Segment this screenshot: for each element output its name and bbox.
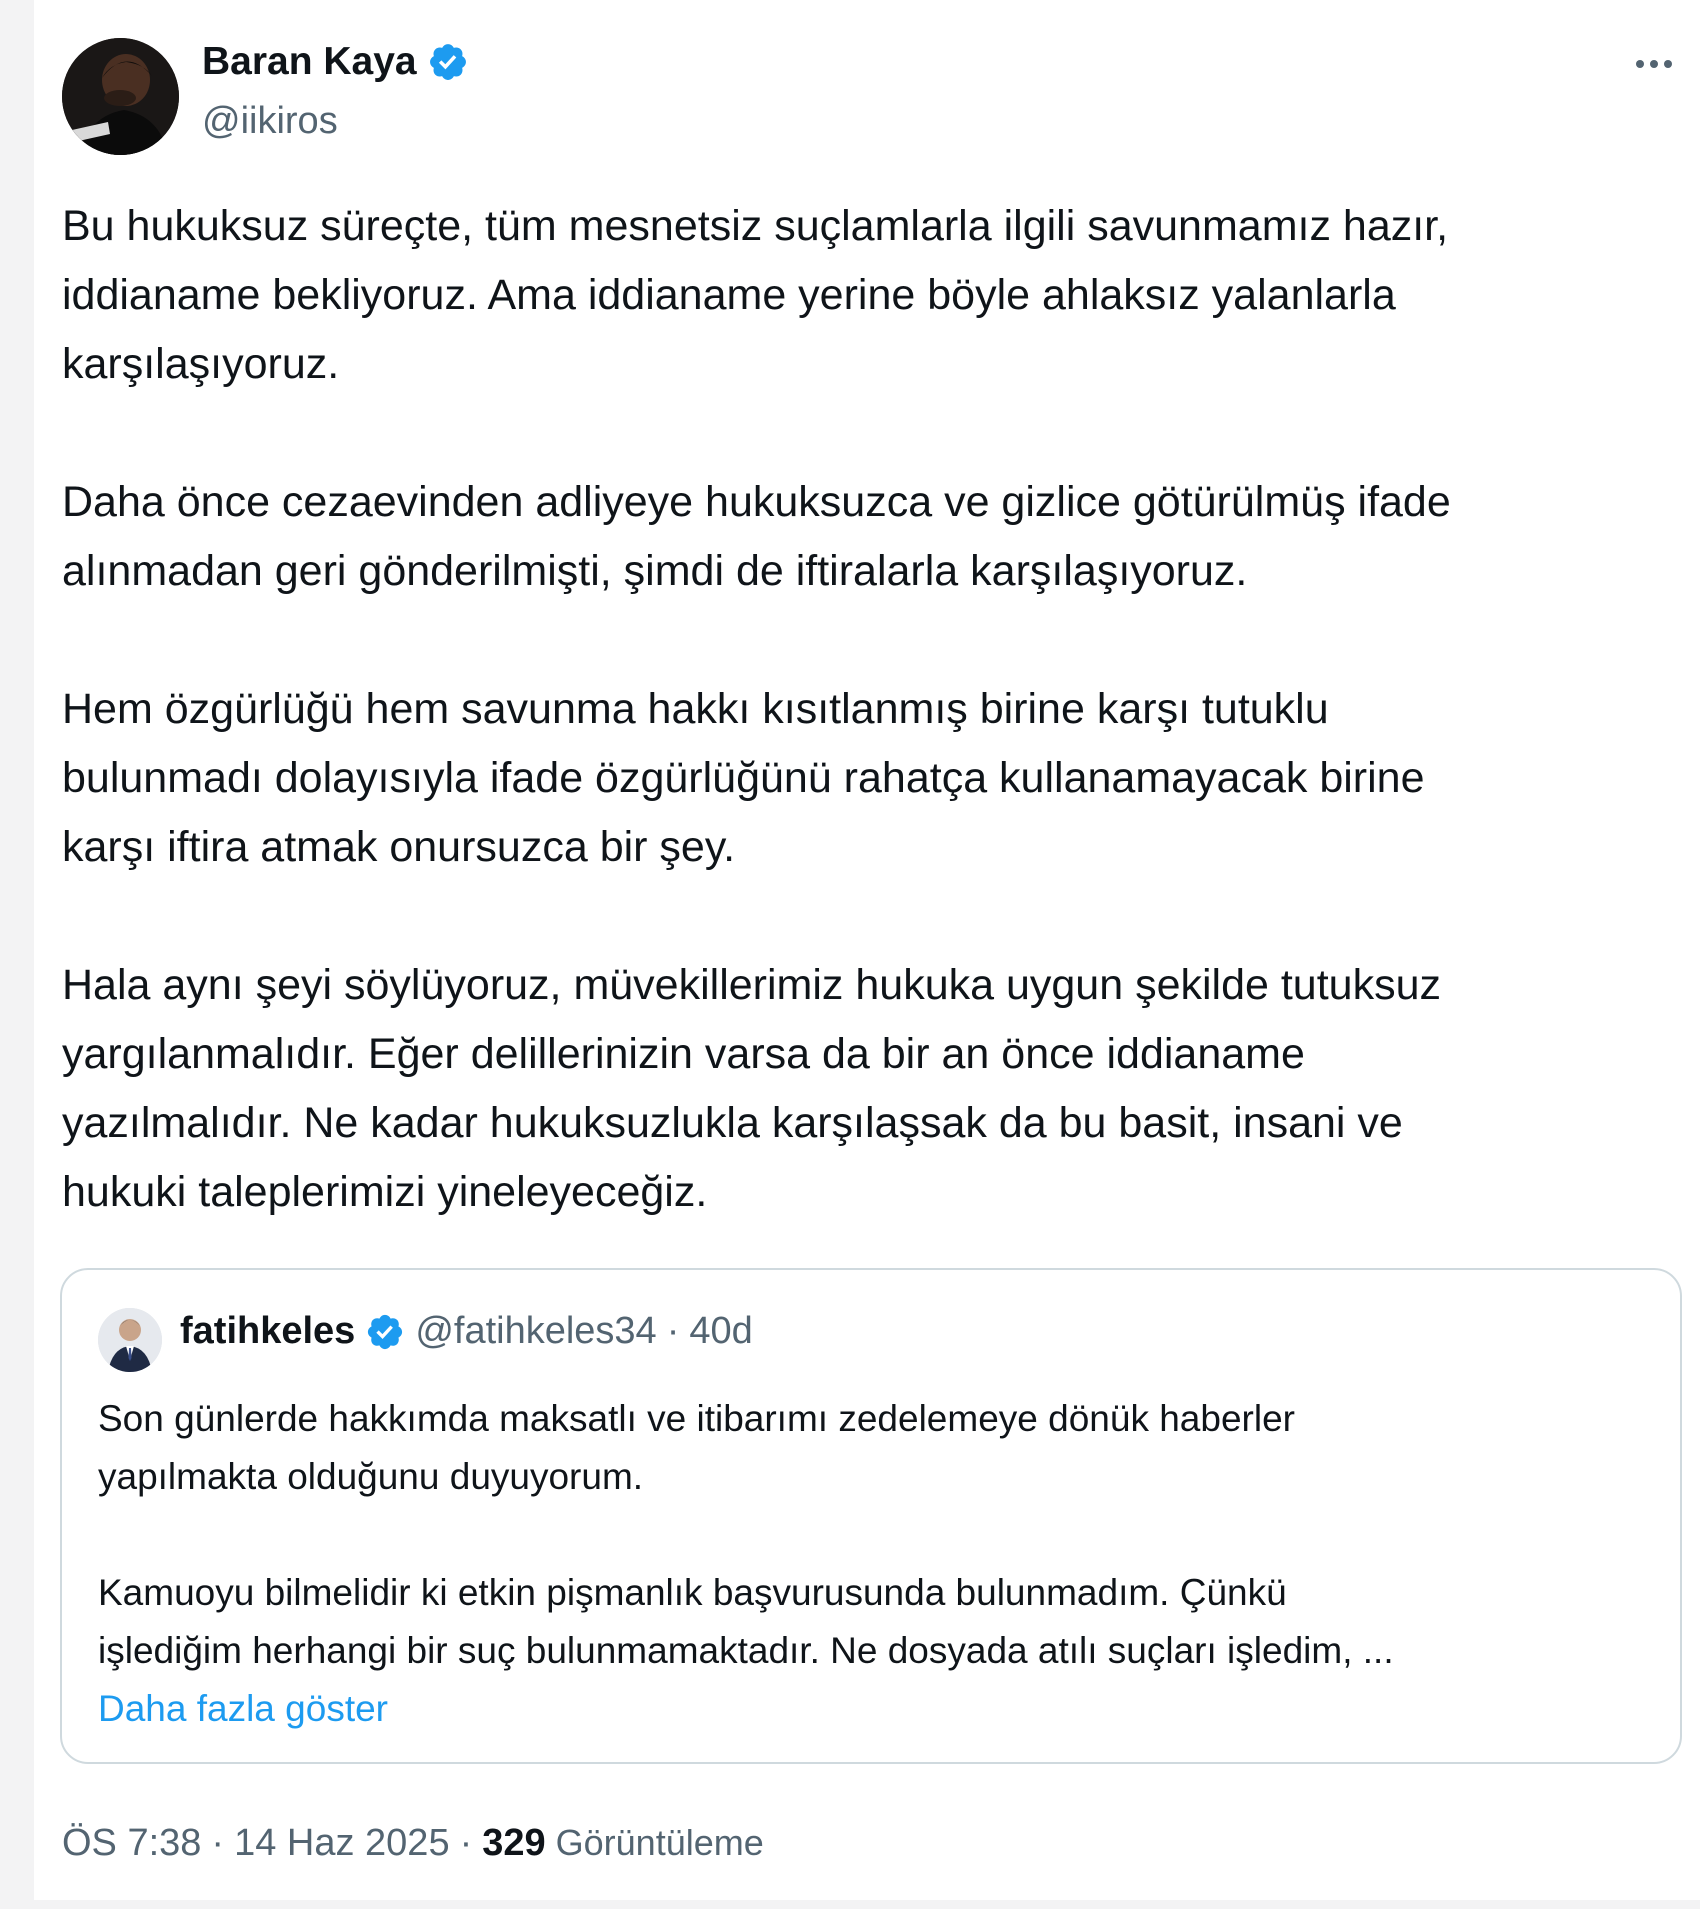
tweet-paragraph: Bu hukuksuz süreçte, tüm mesnetsiz suçlamlarla ilgili savunmamız hazır, iddianame bekliyoruz. Ama iddianame yerine böyle ahlaksız yalanlarla karşılaşıyoruz. xyxy=(62,202,1449,388)
quoted-paragraph: Kamuoyu bilmelidir ki etkin pişmanlık başvurusunda bulunmadım. Çünkü işlediğim herhangi bir suç bulunmamaktadır. Ne dosyada atılı suçları işledim, ... xyxy=(98,1572,1394,1671)
more-dot xyxy=(1636,60,1644,68)
tweet-date[interactable]: 14 Haz 2025 xyxy=(234,1822,450,1864)
verified-badge-icon xyxy=(427,41,469,83)
tweet-paragraph: Hem özgürlüğü hem savunma hakkı kısıtlanmış birine karşı tutuklu bulunmadı dolayısıyla ifade özgürlüğünü rahatça kullanamayacak birine karşı iftira atmak onursuzca bir şey. xyxy=(62,685,1425,871)
author-handle[interactable]: @iikiros xyxy=(202,100,338,142)
tweet-card xyxy=(34,0,1700,1900)
author-name[interactable]: Baran Kaya xyxy=(202,40,417,83)
tweet-paragraph: Hala aynı şeyi söylüyoruz, müvekillerimiz hukuka uygun şekilde tutuksuz yargılanmalıdır. Eğer delillerinizin varsa da bir an önce iddianame yazılmalıdır. Ne kadar hukuksuzlukla karşılaşsak da bu basit, insani ve hukuki taleplerimizi yineleyeceğiz. xyxy=(62,961,1442,1216)
verified-badge-icon xyxy=(365,1312,405,1352)
quoted-profile-avatar xyxy=(98,1308,162,1372)
quoted-author-name[interactable]: fatihkeles xyxy=(180,1310,356,1352)
quoted-text xyxy=(98,1390,1658,1738)
tweet-paragraph: Daha önce cezaevinden adliyeye hukuksuzca ve gizlice götürülmüş ifade alınmadan geri gönderilmişti, şimdi de iftiralarla karşılaşıyoruz. xyxy=(62,478,1451,595)
separator-dot: · xyxy=(459,1822,473,1864)
quoted-header xyxy=(180,1310,753,1353)
more-options-icon[interactable] xyxy=(1626,44,1682,84)
tweet-text xyxy=(62,192,1662,1227)
views-label: Görüntüleme xyxy=(555,1822,764,1863)
separator-dot: · xyxy=(211,1822,225,1864)
author-name-row[interactable] xyxy=(202,40,469,84)
quoted-paragraph: Son günlerde hakkımda maksatlı ve itibarımı zedelemeye dönük haberler yapılmakta olduğunu duyuyorum. xyxy=(98,1398,1295,1497)
separator-dot: · xyxy=(666,1310,680,1352)
quoted-timestamp[interactable]: 40d xyxy=(689,1310,753,1352)
more-dot xyxy=(1650,60,1658,68)
quoted-author-avatar[interactable] xyxy=(98,1308,162,1372)
tweet-meta xyxy=(62,1822,764,1865)
tweet-time[interactable]: ÖS 7:38 xyxy=(62,1822,202,1864)
author-avatar[interactable] xyxy=(62,38,179,155)
profile-avatar xyxy=(62,38,179,155)
quoted-tweet[interactable] xyxy=(60,1268,1682,1764)
quoted-author-handle[interactable]: @fatihkeles34 xyxy=(415,1310,657,1352)
more-dot xyxy=(1664,60,1672,68)
views-count: 329 xyxy=(482,1822,546,1864)
show-more-link[interactable]: Daha fazla göster xyxy=(98,1688,389,1729)
